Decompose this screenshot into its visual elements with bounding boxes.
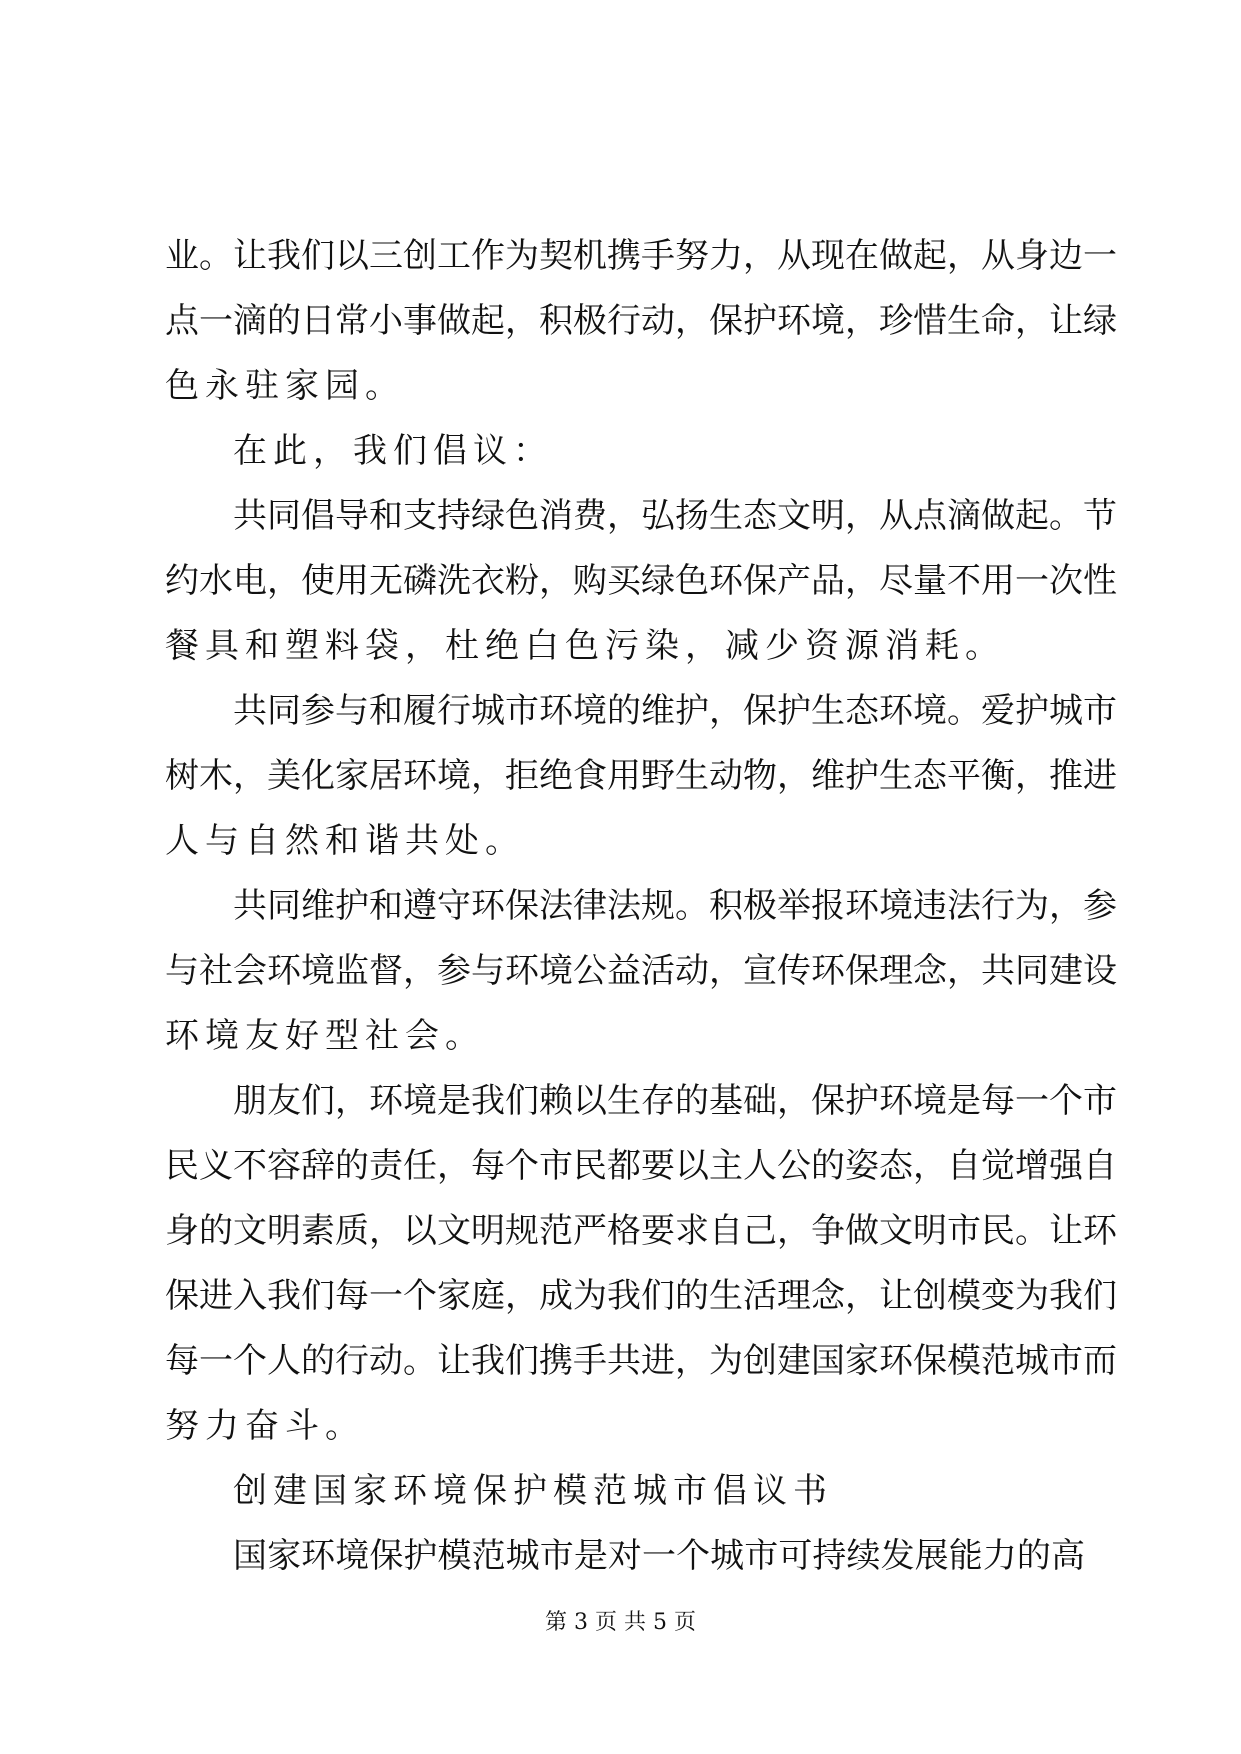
text-line: 点一滴的日常小事做起，积极行动，保护环境，珍惜生命，让绿	[165, 301, 1117, 341]
text-line: 人与自然和谐共处。	[165, 821, 525, 861]
text-line: 每一个人的行动。让我们携手共进，为创建国家环保模范城市而	[165, 1341, 1117, 1381]
text-line: 民义不容辞的责任，每个市民都要以主人公的姿态，自觉增强自	[165, 1146, 1117, 1186]
page-footer: 第 3 页 共 5 页	[545, 1610, 696, 1635]
text-line: 共同倡导和支持绿色消费，弘扬生态文明，从点滴做起。节	[233, 496, 1117, 536]
text-line: 身的文明素质，以文明规范严格要求自己，争做文明市民。让环	[165, 1211, 1117, 1251]
text-line: 努力奋斗。	[165, 1406, 365, 1446]
text-line: 餐具和塑料袋，杜绝白色污染，减少资源消耗。	[165, 626, 1005, 666]
document-body	[165, 224, 1117, 1589]
text-line: 朋友们，环境是我们赖以生存的基础，保护环境是每一个市	[233, 1081, 1117, 1121]
text-line: 保进入我们每一个家庭，成为我们的生活理念，让创模变为我们	[165, 1276, 1117, 1316]
text-line: 约水电，使用无磷洗衣粉，购买绿色环保产品，尽量不用一次性	[165, 561, 1117, 601]
text-line: 共同参与和履行城市环境的维护，保护生态环境。爱护城市	[233, 691, 1117, 731]
text-line: 色永驻家园。	[165, 366, 405, 406]
text-line: 业。让我们以三创工作为契机携手努力，从现在做起，从身边一	[165, 236, 1117, 276]
text-line: 环境友好型社会。	[165, 1016, 485, 1056]
text-line: 与社会环境监督，参与环境公益活动，宣传环保理念，共同建设	[165, 951, 1117, 991]
text-line: 创建国家环境保护模范城市倡议书	[233, 1471, 833, 1511]
text-line: 国家环境保护模范城市是对一个城市可持续发展能力的高	[233, 1536, 1085, 1576]
text-line: 共同维护和遵守环保法律法规。积极举报环境违法行为，参	[233, 886, 1117, 926]
text-line: 在此，我们倡议：	[233, 431, 553, 471]
text-line: 树木，美化家居环境，拒绝食用野生动物，维护生态平衡，推进	[165, 756, 1117, 796]
